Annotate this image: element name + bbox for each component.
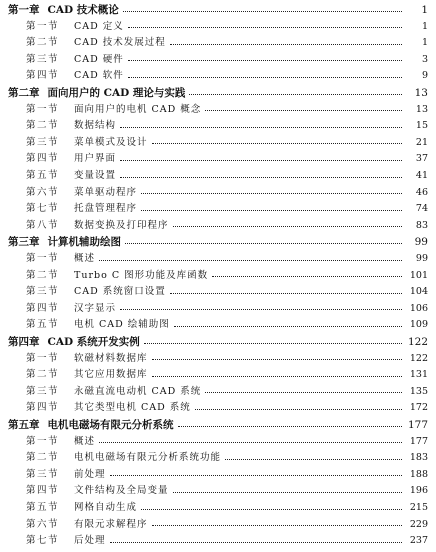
toc-section-entry xyxy=(8,365,428,381)
dot-leader xyxy=(141,509,402,510)
page-number: 15 xyxy=(415,120,428,132)
toc-section-entry xyxy=(8,282,428,298)
dot-leader xyxy=(205,110,402,111)
dot-leader xyxy=(128,27,402,28)
dot-leader xyxy=(110,475,402,476)
dot-leader xyxy=(189,94,402,95)
toc-chapter-entry xyxy=(8,83,428,99)
section-title: CAD 硬件 xyxy=(74,53,124,65)
page-number: 74 xyxy=(415,203,428,215)
toc-section-entry xyxy=(8,17,428,33)
section-number: 第八节 xyxy=(26,219,60,231)
page-number: 177 xyxy=(407,419,428,431)
dot-leader xyxy=(110,542,402,543)
section-title: 永磁直流电动机 CAD 系统 xyxy=(74,385,202,397)
toc-chapter-entry xyxy=(8,332,428,348)
section-title: CAD 系统窗口设置 xyxy=(74,286,166,298)
section-number: 第七节 xyxy=(26,203,60,215)
section-title: 托盘管理程序 xyxy=(74,203,138,215)
toc-section-entry xyxy=(8,299,428,315)
section-number: 第四节 xyxy=(26,402,60,414)
toc-chapter-entry xyxy=(8,415,428,431)
dot-leader xyxy=(173,226,402,227)
page-number: 131 xyxy=(409,369,428,381)
page-number: 229 xyxy=(409,518,428,530)
page-number: 46 xyxy=(415,186,428,198)
chapter-title: 计算机辅助绘图 xyxy=(47,236,121,249)
section-number: 第二节 xyxy=(26,269,60,281)
section-number: 第六节 xyxy=(26,186,60,198)
dot-leader xyxy=(170,44,402,45)
page-number: 9 xyxy=(421,70,428,82)
toc-section-entry xyxy=(8,398,428,414)
toc-section-entry xyxy=(8,216,428,232)
toc-section-entry xyxy=(8,515,428,531)
section-number: 第一节 xyxy=(26,20,60,32)
page-number: 183 xyxy=(409,452,428,464)
section-number: 第四节 xyxy=(26,485,60,497)
page-number: 83 xyxy=(415,219,428,231)
section-title: 前处理 xyxy=(74,468,106,480)
page-number: 188 xyxy=(409,468,428,480)
dot-leader xyxy=(99,442,402,443)
page-number: 3 xyxy=(421,53,428,65)
chapter-title: CAD 技术概论 xyxy=(47,4,119,16)
toc-section-entry xyxy=(8,183,428,199)
chapter-title: CAD 系统开发实例 xyxy=(47,336,140,348)
dot-leader xyxy=(141,193,402,194)
page-number: 41 xyxy=(415,170,428,181)
toc-chapter-entry xyxy=(8,232,428,248)
section-number: 第六节 xyxy=(26,518,60,530)
dot-leader xyxy=(99,260,402,261)
page-number: 135 xyxy=(409,385,428,397)
section-title: 概述 xyxy=(74,253,96,264)
toc-section-entry xyxy=(8,149,428,165)
dot-leader xyxy=(225,459,402,460)
toc-section-entry xyxy=(8,531,428,547)
page-number: 99 xyxy=(414,236,428,249)
chapter-number: 第三章 xyxy=(8,236,40,249)
page-number: 172 xyxy=(409,402,428,414)
dot-leader xyxy=(152,376,402,377)
section-title: 其它类型电机 CAD 系统 xyxy=(74,402,191,414)
page-number: 122 xyxy=(409,352,428,364)
dot-leader xyxy=(205,392,402,393)
section-title: 网格自动生成 xyxy=(74,502,138,513)
section-title: 数据结构 xyxy=(74,120,117,132)
section-number: 第二节 xyxy=(26,369,60,381)
section-number: 第一节 xyxy=(26,435,60,447)
dot-leader xyxy=(125,243,402,244)
section-title: 软磁材料数据库 xyxy=(74,352,148,364)
page-number: 215 xyxy=(409,502,428,513)
section-title: 有限元求解程序 xyxy=(74,518,148,530)
page-number: 1 xyxy=(421,4,428,16)
chapter-number: 第二章 xyxy=(8,87,40,99)
toc-section-entry xyxy=(8,266,428,282)
section-title: 菜单驱动程序 xyxy=(74,186,138,198)
toc-chapter-entry xyxy=(8,0,428,16)
section-title: CAD 软件 xyxy=(74,70,124,82)
section-number: 第三节 xyxy=(26,286,60,298)
section-number: 第一节 xyxy=(26,103,60,115)
chapter-number: 第四章 xyxy=(8,336,40,348)
section-title: 数据变换及打印程序 xyxy=(74,219,169,231)
dot-leader xyxy=(128,60,402,61)
section-number: 第二节 xyxy=(26,452,60,464)
section-title: 概述 xyxy=(74,435,96,447)
dot-leader xyxy=(212,276,402,277)
chapter-title: 电机电磁场有限元分析系统 xyxy=(47,419,174,431)
section-title: CAD 技术发展过程 xyxy=(74,37,166,49)
page-number: 1 xyxy=(421,20,428,32)
page-number: 21 xyxy=(415,136,428,148)
section-title: 文件结构及全局变量 xyxy=(74,485,169,497)
dot-leader xyxy=(170,293,402,294)
toc-section-entry xyxy=(8,199,428,215)
page-number: 237 xyxy=(409,535,428,547)
chapter-number: 第五章 xyxy=(8,419,40,431)
section-number: 第三节 xyxy=(26,468,60,480)
toc-section-entry xyxy=(8,166,428,182)
toc-section-entry xyxy=(8,448,428,464)
section-number: 第五节 xyxy=(26,319,60,331)
toc-section-entry xyxy=(8,315,428,331)
section-number: 第三节 xyxy=(26,385,60,397)
dot-leader xyxy=(123,11,402,12)
page-number: 104 xyxy=(409,286,428,298)
toc-section-entry xyxy=(8,465,428,481)
dot-leader xyxy=(152,525,402,526)
section-title: CAD 定义 xyxy=(74,20,124,32)
section-title: Turbo C 图形功能及库函数 xyxy=(74,269,209,281)
section-title: 其它应用数据库 xyxy=(74,369,148,381)
section-number: 第五节 xyxy=(26,502,60,513)
page-number: 101 xyxy=(409,269,428,281)
dot-leader xyxy=(144,343,402,344)
section-title: 电机电磁场有限元分析系统功能 xyxy=(74,452,222,464)
section-title: 后处理 xyxy=(74,535,106,547)
section-number: 第二节 xyxy=(26,120,60,132)
section-title: 变量设置 xyxy=(74,170,117,181)
dot-leader xyxy=(120,309,402,310)
dot-leader xyxy=(195,409,402,410)
toc-section-entry xyxy=(8,382,428,398)
page-number: 13 xyxy=(415,103,428,115)
section-title: 菜单模式及设计 xyxy=(74,136,148,148)
dot-leader xyxy=(141,210,402,211)
page-number: 109 xyxy=(409,319,428,331)
page-number: 1 xyxy=(421,37,428,49)
section-title: 面向用户的电机 CAD 概念 xyxy=(74,103,202,115)
page-number: 13 xyxy=(414,87,428,99)
page-number: 122 xyxy=(407,336,428,348)
toc-section-entry xyxy=(8,100,428,116)
page-number: 177 xyxy=(409,435,428,447)
toc-section-entry xyxy=(8,432,428,448)
dot-leader xyxy=(178,426,403,427)
dot-leader xyxy=(152,359,402,360)
section-number: 第二节 xyxy=(26,37,60,49)
section-title: 用户界面 xyxy=(74,153,117,165)
dot-leader xyxy=(120,127,402,128)
section-number: 第四节 xyxy=(26,70,60,82)
page-number: 106 xyxy=(409,302,428,314)
section-number: 第一节 xyxy=(26,253,60,264)
dot-leader xyxy=(173,492,402,493)
section-number: 第三节 xyxy=(26,53,60,65)
toc-section-entry xyxy=(8,349,428,365)
section-number: 第七节 xyxy=(26,535,60,547)
section-title: 电机 CAD 绘辅助图 xyxy=(74,319,170,331)
dot-leader xyxy=(120,177,402,178)
chapter-number: 第一章 xyxy=(8,4,40,16)
section-number: 第一节 xyxy=(26,352,60,364)
page-number: 196 xyxy=(409,485,428,497)
dot-leader xyxy=(152,143,402,144)
toc-section-entry xyxy=(8,133,428,149)
section-number: 第四节 xyxy=(26,153,60,165)
section-number: 第三节 xyxy=(26,136,60,148)
dot-leader xyxy=(128,77,402,78)
page-number: 99 xyxy=(415,253,428,264)
dot-leader xyxy=(174,326,402,327)
section-number: 第五节 xyxy=(26,170,60,181)
section-number: 第四节 xyxy=(26,302,60,314)
toc-section-entry xyxy=(8,50,428,66)
toc-section-entry xyxy=(8,249,428,265)
toc-section-entry xyxy=(8,116,428,132)
toc-section-entry xyxy=(8,481,428,497)
page-number: 37 xyxy=(415,153,428,165)
toc-section-entry xyxy=(8,498,428,514)
toc-section-entry xyxy=(8,33,428,49)
section-title: 汉字显示 xyxy=(74,302,117,314)
toc-section-entry xyxy=(8,66,428,82)
dot-leader xyxy=(120,160,402,161)
chapter-title: 面向用户的 CAD 理论与实践 xyxy=(47,87,186,99)
